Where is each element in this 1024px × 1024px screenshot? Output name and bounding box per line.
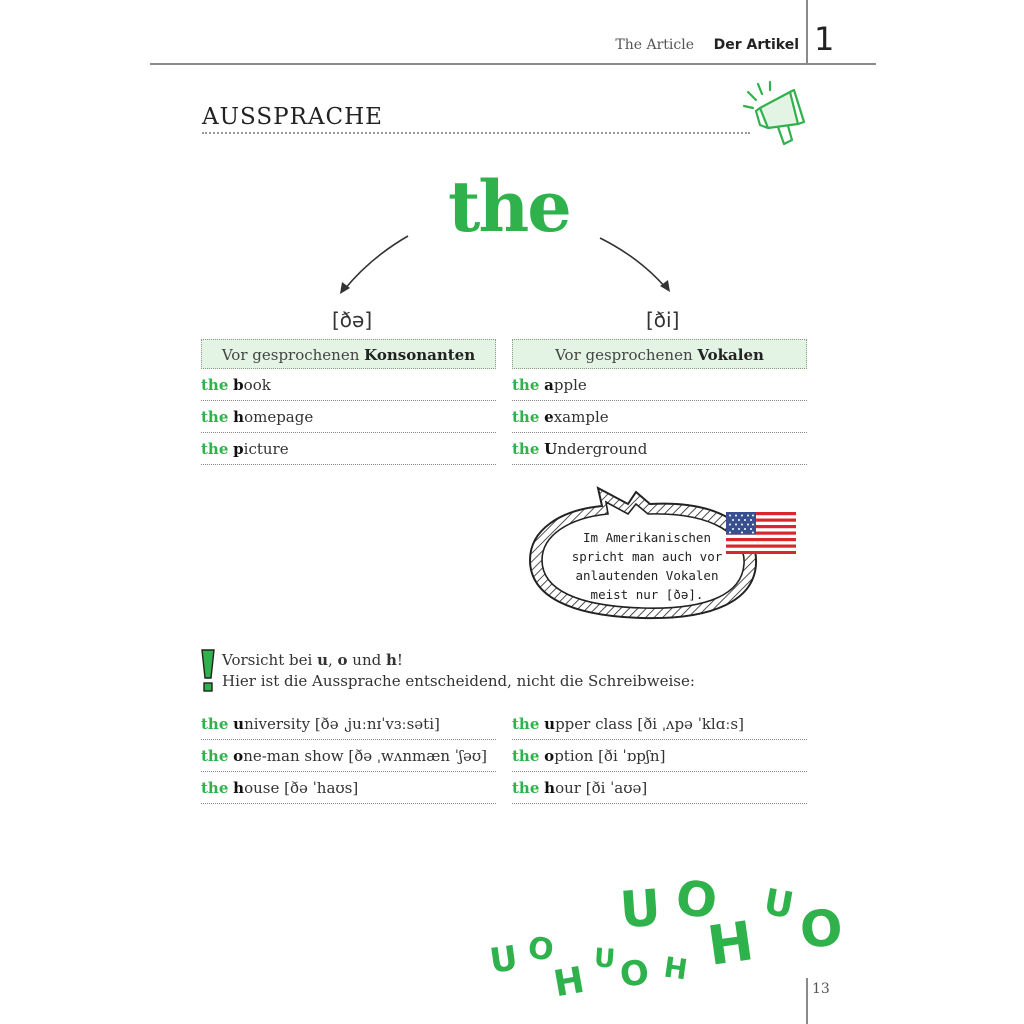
decor-letter: O bbox=[617, 952, 651, 996]
main-word: the bbox=[448, 165, 570, 248]
decor-letter: H bbox=[661, 950, 690, 987]
section-title: AUSSPRACHE bbox=[202, 104, 383, 130]
megaphone-icon bbox=[738, 78, 812, 148]
warning-line-2: Hier ist die Aussprache entscheidend, nicht die Schreibweise: bbox=[222, 672, 695, 690]
decor-letter: U bbox=[618, 878, 663, 940]
table-row: the upper class [ði ˌʌpə ˈklɑːs] bbox=[512, 708, 807, 740]
section-title-rule bbox=[202, 132, 750, 134]
decor-letter: H bbox=[703, 909, 758, 978]
table-row: the house [ðə ˈhaʊs] bbox=[201, 772, 496, 804]
decor-letter: O bbox=[673, 870, 720, 930]
header-title-en: The Article bbox=[615, 37, 694, 53]
exclamation-icon bbox=[199, 648, 217, 694]
examples-left bbox=[201, 708, 496, 804]
decor-letter: U bbox=[760, 881, 797, 928]
consonants-column bbox=[201, 339, 496, 465]
warning-line-1: Vorsicht bei u, o und h! bbox=[222, 651, 403, 669]
decor-letter: U bbox=[592, 943, 617, 975]
bubble-text: Im Amerikanischen spricht man auch vor anlautenden Vokalen meist nur [ðə]. bbox=[571, 530, 723, 602]
table-row: the one-man show [ðə ˌwʌnmæn ˈʃəʊ] bbox=[201, 740, 496, 772]
list-item: the example bbox=[512, 401, 807, 433]
header-divider-vertical bbox=[806, 0, 808, 64]
us-flag-icon bbox=[726, 512, 796, 554]
header-title-de: Der Artikel bbox=[713, 37, 799, 53]
right-ipa: [ði] bbox=[646, 308, 680, 332]
decor-letter: O bbox=[798, 898, 845, 960]
left-ipa: [ðə] bbox=[332, 308, 373, 332]
table-row: the hour [ði ˈaʊə] bbox=[512, 772, 807, 804]
split-arrows bbox=[330, 230, 690, 300]
decor-letter: O bbox=[526, 930, 556, 969]
footer-divider-vertical bbox=[806, 978, 808, 1024]
table-row: the university [ðə ˌjuːnɪˈvɜːsəti] bbox=[201, 708, 496, 740]
consonants-heading: Vor gesprochenen Konsonanten bbox=[201, 339, 496, 369]
decor-letter: U bbox=[487, 938, 521, 982]
vowels-heading: Vor gesprochenen Vokalen bbox=[512, 339, 807, 369]
examples-right bbox=[512, 708, 807, 804]
list-item: the Underground bbox=[512, 433, 807, 465]
arrow-right-icon bbox=[600, 238, 666, 288]
list-item: the book bbox=[201, 369, 496, 401]
decor-letter: H bbox=[550, 959, 588, 1006]
vowels-column bbox=[512, 339, 807, 465]
list-item: the homepage bbox=[201, 401, 496, 433]
list-item: the apple bbox=[512, 369, 807, 401]
page-number: 13 bbox=[812, 981, 830, 997]
list-item: the picture bbox=[201, 433, 496, 465]
arrow-left-icon bbox=[344, 236, 408, 290]
header-rule bbox=[150, 63, 876, 65]
table-row: the option [ði ˈɒpʃn] bbox=[512, 740, 807, 772]
chapter-number: 1 bbox=[814, 20, 835, 58]
